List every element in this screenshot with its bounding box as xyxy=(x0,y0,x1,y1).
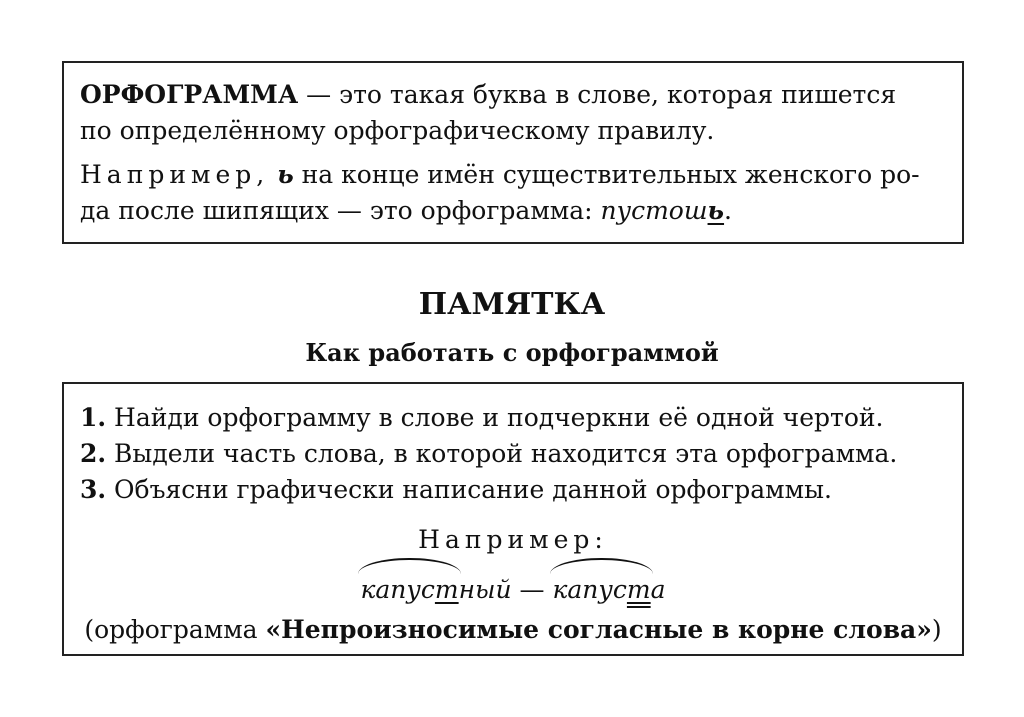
definition-example-line-1 xyxy=(80,157,946,193)
definition-text-1: — это такая буква в слове, которая пишется xyxy=(298,80,897,109)
definition-line-2 xyxy=(80,113,946,149)
memo-step-2-num: 2. xyxy=(80,439,107,468)
memo-subtitle: Как работать с орфограммой xyxy=(305,338,719,367)
definition-term: ОРФОГРАММА xyxy=(80,80,299,109)
memo-step-2 xyxy=(80,436,946,472)
memo-step-3-text: Объясни графически написание данной орфограммы. xyxy=(106,475,832,504)
definition-example-label: Например, xyxy=(80,160,270,189)
definition-example-word-start: пустош xyxy=(600,196,708,225)
definition-example-text-1: на конце имён существительных женского ро- xyxy=(293,160,920,189)
memo-word-2-end: а xyxy=(650,575,666,604)
memo-example-word-2 xyxy=(552,572,650,608)
memo-step-3 xyxy=(80,472,946,508)
definition-example-letter: ь xyxy=(277,160,294,189)
definition-example-text-2: да после шипящих — это орфограмма: xyxy=(80,196,601,225)
memo-note xyxy=(80,612,946,648)
memo-example-words xyxy=(80,572,946,608)
definition-line-1 xyxy=(80,77,946,113)
memo-box xyxy=(62,382,964,656)
definition-example-end: . xyxy=(724,196,732,225)
memo-word-1-mark: т xyxy=(434,575,459,604)
memo-note-rule: «Непроизносимые согласные в корне слова» xyxy=(265,615,932,644)
memo-step-3-num: 3. xyxy=(80,475,107,504)
memo-note-close: ) xyxy=(931,615,942,644)
memo-step-1-text: Найди орфограмму в слове и подчеркни её одной чертой. xyxy=(106,403,884,432)
memo-example-label: Например: xyxy=(418,525,608,554)
definition-example-line-2 xyxy=(80,193,946,229)
memo-example-dash: — xyxy=(511,575,553,604)
root-arc-icon xyxy=(358,558,460,574)
memo-step-1 xyxy=(80,400,946,436)
root-arc-icon xyxy=(550,558,652,574)
memo-step-1-num: 1. xyxy=(80,403,107,432)
memo-example-word-1 xyxy=(360,572,458,608)
definition-text-2: по определённому орфографическому правилу. xyxy=(80,116,715,145)
memo-word-1-end: ный xyxy=(458,575,512,604)
memo-title: ПАМЯТКА xyxy=(418,287,606,322)
memo-word-1-start: капус xyxy=(360,575,435,604)
memo-step-2-text: Выдели часть слова, в которой находится эта орфограмма. xyxy=(106,439,898,468)
memo-word-2-start: капус xyxy=(552,575,627,604)
memo-note-open: (орфограмма xyxy=(84,615,266,644)
definition-box xyxy=(62,61,964,244)
definition-example-word-letter: ь xyxy=(707,196,725,225)
memo-word-2-mark: т xyxy=(626,575,651,604)
